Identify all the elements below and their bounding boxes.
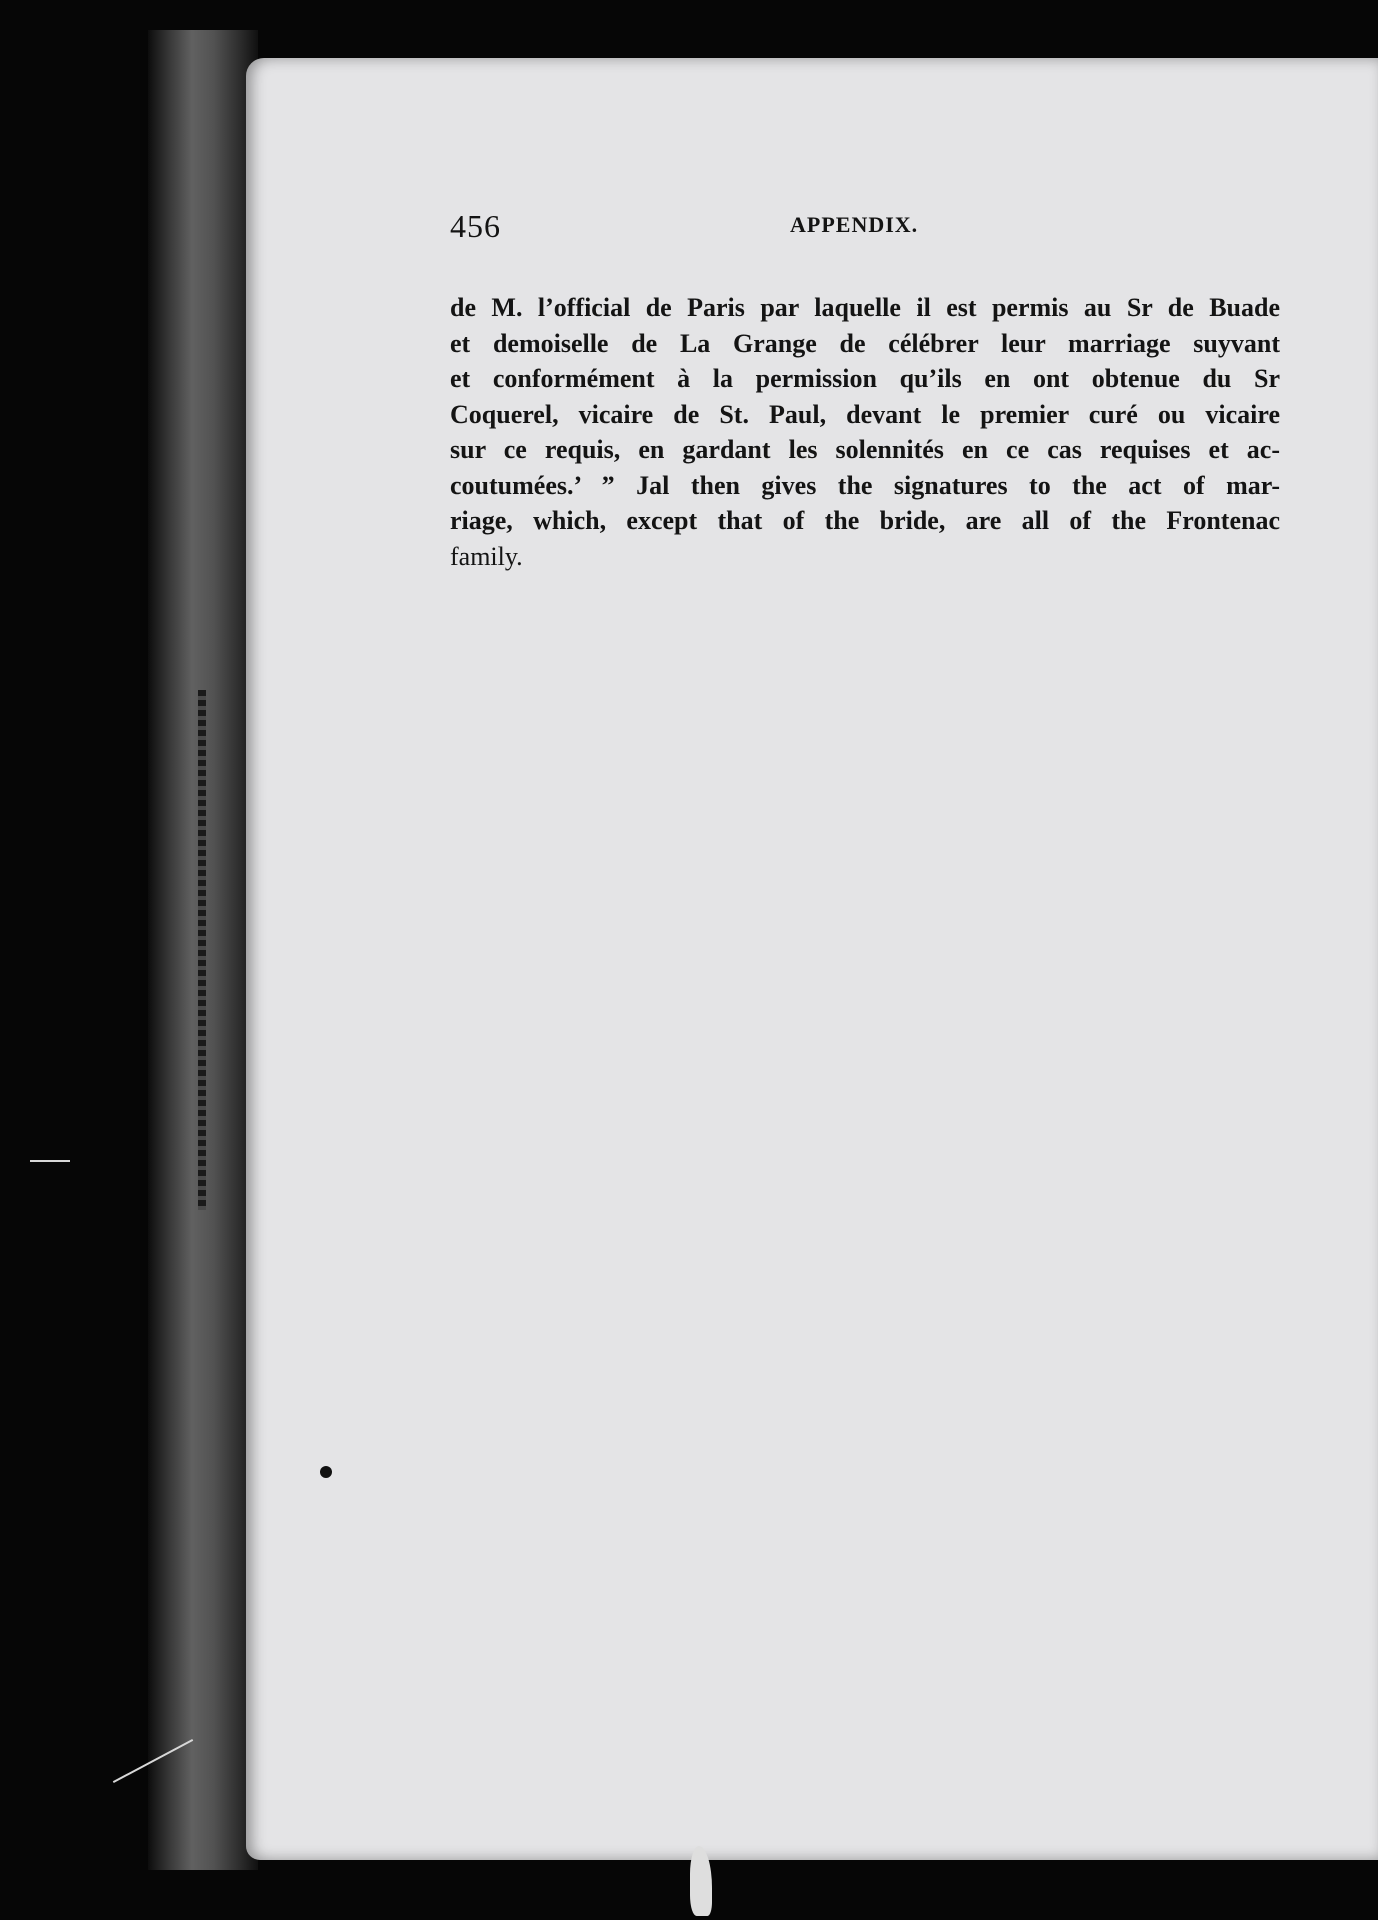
ink-spot — [320, 1466, 332, 1478]
page-header — [450, 208, 950, 252]
page-number: 456 — [450, 208, 501, 244]
text-line: family. — [450, 541, 523, 571]
text-line: et demoiselle de La Grange de célébrer leur marriage suyvant — [450, 328, 1280, 358]
body-text — [450, 290, 1280, 574]
text-line: de M. l’official de Paris par laquelle il est permis au Sr de Buade — [450, 293, 1280, 322]
spine-label-stripe — [198, 690, 206, 1210]
text-line: riage, which, except that of the bride, are all of the Frontenac — [450, 506, 1280, 535]
text-line: Coquerel, vicaire de St. Paul, devant le premier curé ou vicaire — [450, 399, 1280, 429]
scan-scratch — [30, 1160, 70, 1162]
running-head: APPENDIX. — [790, 212, 919, 237]
text-line: coutumées.’ ” Jal then gives the signatures to the act of mar- — [450, 470, 1280, 500]
text-line: sur ce requis, en gardant les solennités en ce cas requises et ac- — [450, 435, 1280, 464]
text-line: et conformément à la permission qu’ils en ont obtenue du Sr — [450, 364, 1280, 393]
